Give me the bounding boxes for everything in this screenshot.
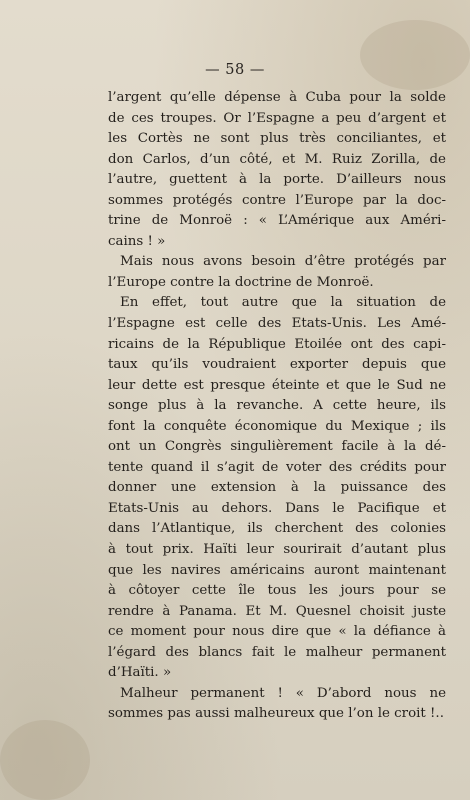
text-line: songe plus à la revanche. A cette heure, ils [108, 398, 446, 414]
text-line: En effet, tout autre que la situation de [120, 295, 446, 311]
text-line: Mais nous avons besoin d’être protégés par [120, 254, 446, 270]
text-line: ricains de la République Etoilée ont des capi- [108, 336, 446, 352]
text-line: l’Europe contre la doctrine de Monroë. [108, 274, 374, 290]
text-line: l’égard des blancs fait le malheur permanent [108, 644, 446, 660]
text-line: dans l’Atlantique, ils cherchent des colonies [108, 521, 446, 537]
text-line: don Carlos, d’un côté, et M. Ruiz Zorilla, de [108, 151, 446, 167]
body-text [108, 88, 446, 725]
text-line: leur dette est presque éteinte et que le Sud ne [108, 377, 446, 393]
text-line: l’Espagne est celle des Etats-Unis. Les Amé- [108, 316, 446, 332]
text-line: l’argent qu’elle dépense à Cuba pour la solde [108, 90, 446, 105]
text-line: les Cortès ne sont plus très conciliantes, et [108, 131, 446, 147]
text-line: à côtoyer cette île tous les jours pour se [108, 583, 446, 599]
text-line: donner une extension à la puissance des [108, 480, 446, 496]
text-line: l’autre, guettent à la porte. D’ailleurs nous [108, 172, 446, 188]
text-line: ce moment pour nous dire que « la défiance à [108, 624, 446, 640]
text-line: sommes pas aussi malheureux que l’on le croit !.. [108, 706, 444, 722]
text-line: cains ! » [108, 233, 166, 249]
paper-stain [0, 720, 90, 800]
text-line: d’Haïti. » [108, 665, 172, 681]
page-number: — 58 — [205, 62, 265, 78]
text-line: tente quand il s’agit de voter des crédits pour [108, 459, 446, 475]
text-line: font la conquête économique du Mexique ; ils [108, 418, 446, 434]
text-line: taux qu’ils voudraient exporter depuis que [108, 357, 446, 373]
text-line: de ces troupes. Or l’Espagne a peu d’argent et [108, 110, 446, 126]
text-line: sommes protégés contre l’Europe par la doc- [108, 192, 446, 208]
text-line: Etats-Unis au dehors. Dans le Pacifique et [108, 500, 446, 516]
text-line: trine de Monroë : « L’Amérique aux Améri- [108, 213, 446, 229]
text-line: Malheur permanent ! « D’abord nous ne [120, 685, 446, 701]
text-line: que les navires américains auront maintenant [108, 562, 446, 578]
text-line: rendre à Panama. Et M. Quesnel choisit juste [108, 603, 446, 619]
text-line: à tout prix. Haïti leur sourirait d’autant plus [108, 542, 446, 558]
text-line: ont un Congrès singulièrement facile à la dé- [108, 439, 446, 455]
paper-stain [360, 20, 470, 90]
